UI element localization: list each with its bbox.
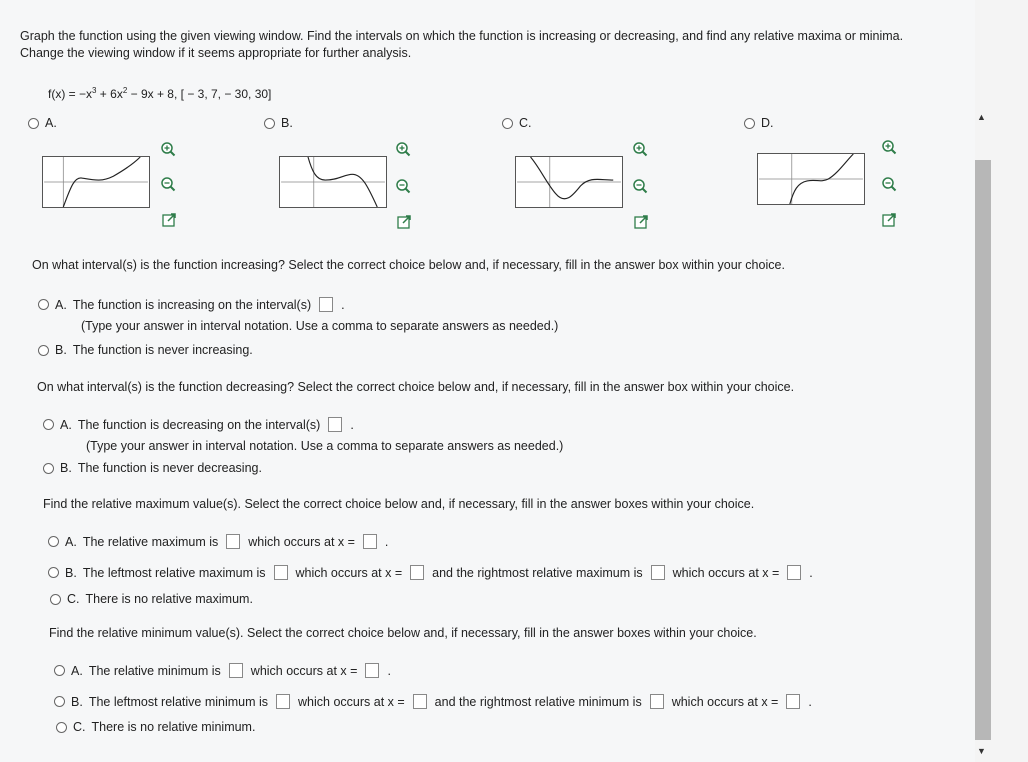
zoom-out-icon[interactable] (160, 176, 176, 192)
function-prefix: f(x) = −x (48, 87, 93, 101)
zoom-out-icon[interactable] (395, 178, 411, 194)
zoom-in-icon[interactable] (632, 141, 648, 157)
radio-button[interactable] (264, 118, 275, 129)
graph-thumbnail-a[interactable] (42, 156, 150, 208)
function-suffix: − 9x + 8, [ − 3, 7, − 30, 30] (127, 87, 272, 101)
graph-choice-c[interactable] (502, 114, 532, 132)
graph-choice-c-label: C. (519, 116, 532, 130)
option-text: There is no relative maximum. (85, 592, 253, 606)
option-letter: A. (60, 417, 72, 432)
option-text: and the rightmost relative minimum is (434, 694, 642, 709)
option-period: . (384, 534, 389, 549)
interval-hint: (Type your answer in interval notation. Use a comma to separate answers as needed.) (81, 319, 559, 333)
answer-box[interactable] (365, 663, 379, 678)
option-text: The relative minimum is (88, 663, 221, 678)
answer-box[interactable] (787, 565, 801, 580)
option-text: The function is never decreasing. (77, 461, 262, 475)
option-letter: A. (55, 297, 67, 312)
scroll-down-icon[interactable]: ▼ (977, 746, 986, 756)
radio-button[interactable] (50, 594, 61, 605)
intro-line-2: Change the viewing window if it seems appropriate for further analysis. (20, 46, 412, 60)
function-exponent-2: 2 (122, 86, 128, 95)
intro-line-1: Graph the function using the given viewing window. Find the intervals on which the function is increasing or decreasing, and find any relative maxima or minima. (20, 29, 904, 43)
graph-choice-a[interactable] (28, 114, 57, 132)
radio-button[interactable] (48, 567, 59, 578)
option-text: which occurs at x = (671, 694, 779, 709)
option-text: The relative maximum is (82, 534, 219, 549)
answer-box[interactable] (651, 565, 665, 580)
answer-box[interactable] (786, 694, 800, 709)
option-text: and the rightmost relative maximum is (432, 565, 643, 580)
radio-button[interactable] (38, 299, 49, 310)
maximum-question: Find the relative maximum value(s). Select the correct choice below and, if necessary, fill in the answer boxes within your choice. (43, 497, 755, 511)
option-text: which occurs at x = (672, 565, 780, 580)
maximum-option-b[interactable] (48, 565, 813, 580)
option-period: . (808, 694, 812, 709)
function-definition (48, 86, 271, 101)
option-text: which occurs at x = (248, 534, 355, 549)
graph-choice-d[interactable] (744, 114, 774, 132)
answer-box[interactable] (413, 694, 427, 709)
option-text: The function is increasing on the interval(s) (72, 297, 312, 312)
open-new-window-icon[interactable] (881, 212, 897, 228)
graph-thumbnail-b[interactable] (279, 156, 387, 208)
option-text: The function is never increasing. (72, 343, 253, 357)
graph-c-plot (516, 157, 622, 207)
minimum-option-b[interactable] (54, 694, 812, 709)
increasing-option-b[interactable] (38, 343, 253, 357)
decreasing-option-a[interactable] (43, 417, 354, 432)
zoom-in-icon[interactable] (160, 141, 176, 157)
increasing-option-a[interactable] (38, 297, 345, 312)
zoom-in-icon[interactable] (395, 141, 411, 157)
minimum-question: Find the relative minimum value(s). Select the correct choice below and, if necessary, fill in the answer boxes within your choice. (49, 626, 757, 640)
option-letter: B. (60, 461, 72, 475)
answer-box[interactable] (226, 534, 240, 549)
option-letter: B. (71, 694, 83, 709)
option-period: . (341, 297, 345, 312)
answer-box[interactable] (650, 694, 664, 709)
graph-thumbnail-d[interactable] (757, 153, 865, 205)
option-letter: A. (71, 663, 83, 678)
interval-hint: (Type your answer in interval notation. Use a comma to separate answers as needed.) (86, 439, 564, 453)
graph-thumbnail-c[interactable] (515, 156, 623, 208)
option-letter: C. (67, 592, 80, 606)
option-text: The function is decreasing on the interval(s) (77, 417, 321, 432)
scroll-up-icon[interactable]: ▲ (977, 112, 986, 122)
maximum-option-a[interactable] (48, 534, 388, 549)
answer-box[interactable] (229, 663, 243, 678)
radio-button[interactable] (54, 696, 65, 707)
function-exponent-3: 3 (92, 86, 97, 95)
scrollbar-track[interactable] (975, 0, 1028, 762)
option-period: . (387, 663, 391, 678)
graph-choice-d-label: D. (761, 116, 774, 130)
minimum-option-c[interactable] (56, 720, 255, 734)
graph-choice-b-label: B. (281, 116, 293, 130)
option-letter: C. (73, 720, 86, 734)
open-new-window-icon[interactable] (633, 214, 649, 230)
answer-box[interactable] (274, 565, 288, 580)
option-text: which occurs at x = (250, 663, 358, 678)
answer-box[interactable] (319, 297, 333, 312)
graph-choice-a-label: A. (45, 116, 57, 130)
open-new-window-icon[interactable] (396, 214, 412, 230)
option-text: The leftmost relative maximum is (82, 565, 266, 580)
zoom-out-icon[interactable] (632, 178, 648, 194)
maximum-option-c[interactable] (50, 592, 253, 606)
graph-b-plot (280, 157, 386, 207)
option-text: The leftmost relative minimum is (88, 694, 269, 709)
radio-button[interactable] (43, 463, 54, 474)
radio-button[interactable] (744, 118, 755, 129)
graph-choice-b[interactable] (264, 114, 293, 132)
function-mid: + 6x (96, 87, 123, 101)
graph-d-plot (758, 154, 864, 204)
answer-box[interactable] (363, 534, 377, 549)
decreasing-option-b[interactable] (43, 461, 262, 475)
question-intro (20, 28, 970, 62)
option-period: . (809, 565, 813, 580)
option-period: . (350, 417, 354, 432)
graph-a-plot (43, 157, 149, 207)
minimum-option-a[interactable] (54, 663, 391, 678)
option-text: which occurs at x = (298, 694, 405, 709)
answer-box[interactable] (328, 417, 342, 432)
option-letter: A. (65, 534, 77, 549)
radio-button[interactable] (54, 665, 65, 676)
radio-button[interactable] (56, 722, 67, 733)
answer-box[interactable] (276, 694, 290, 709)
radio-button[interactable] (502, 118, 513, 129)
decreasing-question: On what interval(s) is the function decreasing? Select the correct choice below and, if necessary, fill in the answer box within your choice. (37, 380, 795, 394)
scrollbar-thumb[interactable] (975, 160, 991, 740)
open-new-window-icon[interactable] (161, 212, 177, 228)
radio-button[interactable] (28, 118, 39, 129)
radio-button[interactable] (48, 536, 59, 547)
zoom-out-icon[interactable] (881, 176, 897, 192)
option-letter: B. (65, 565, 77, 580)
option-text: which occurs at x = (295, 565, 403, 580)
zoom-in-icon[interactable] (881, 139, 897, 155)
option-text: There is no relative minimum. (91, 720, 256, 734)
radio-button[interactable] (38, 345, 49, 356)
increasing-question: On what interval(s) is the function increasing? Select the correct choice below and, if necessary, fill in the answer box within your choice. (32, 258, 785, 272)
radio-button[interactable] (43, 419, 54, 430)
answer-box[interactable] (410, 565, 424, 580)
option-letter: B. (55, 343, 67, 357)
